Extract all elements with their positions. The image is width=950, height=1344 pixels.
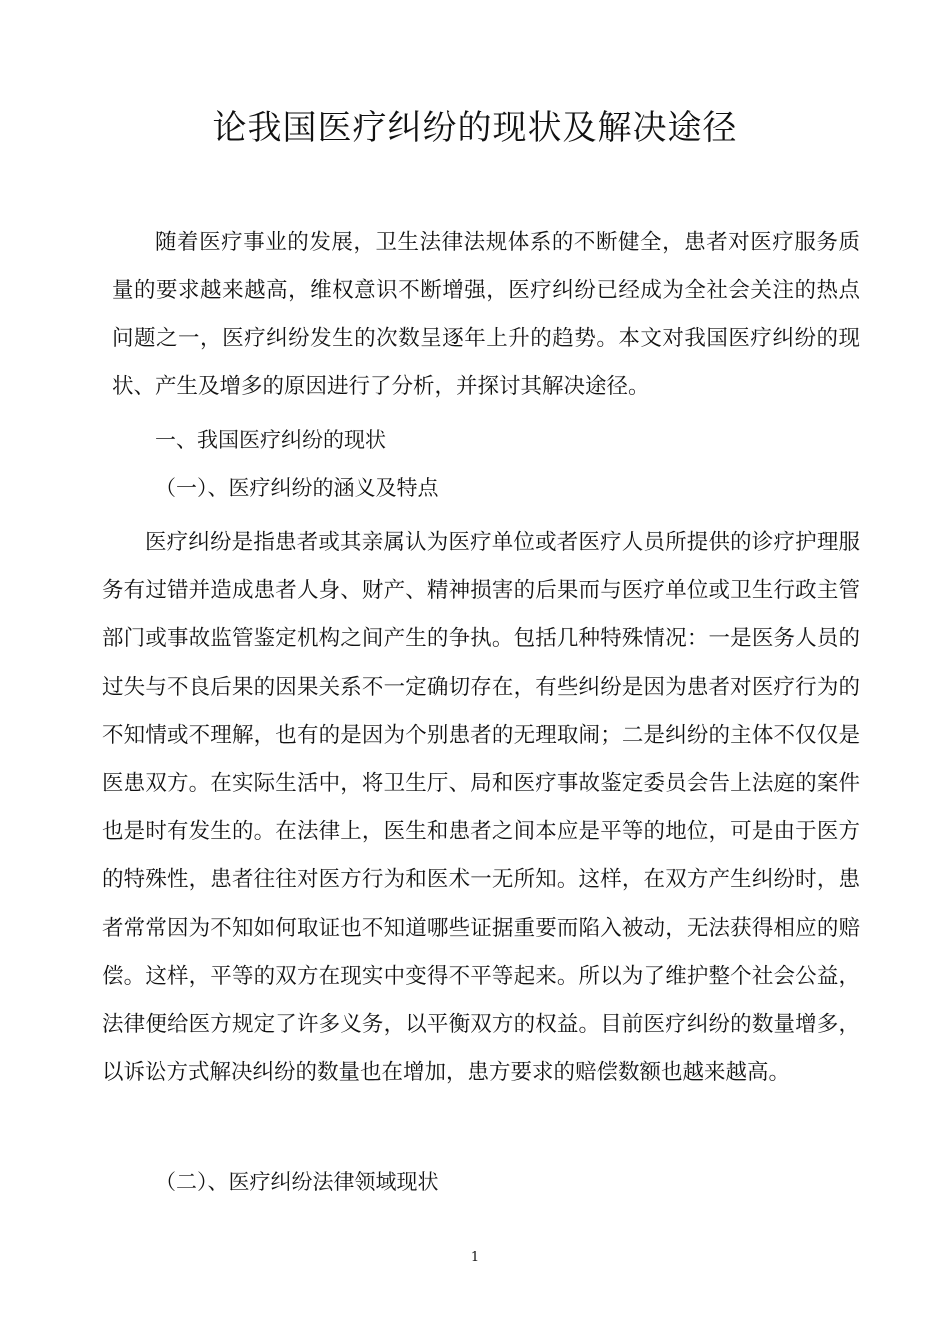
body-paragraph: 医疗纠纷是指患者或其亲属认为医疗单位或者医疗人员所提供的诊疗护理服务有过错并造成患者人身、财产、精神损害的后果而与医疗单位或卫生行政主管部门或事故监管鉴定机构之间产生的争执。包括几种特殊情况：一是医务人员的过失与不良后果的因果关系不一定确切存在，有些纠纷是因为患者对医疗行为的不知情或不理解，也有的是因为个别患者的无理取闹；二是纠纷的主体不仅仅是医患双方。在实际生活中，将卫生厅、局和医疗事故鉴定委员会告上法庭的案件也是时有发生的。在法律上，医生和患者之间本应是平等的地位，可是由于医方的特殊性，患者往往对医方行为和医术一无所知。这样，在双方产生纠纷时，患者常常因为不知如何取证也不知道哪些证据重要而陷入被动，无法获得相应的赔偿。这样，平等的双方在现实中变得不平等起来。所以为了维护整个社会公益，法律便给医方规定了许多义务，以平衡双方的权益。目前医疗纠纷的数量增多，以诉讼方式解决纠纷的数量也在增加，患方要求的赔偿数额也越来越高。 [102, 530, 860, 1086]
document-title: 论我国医疗纠纷的现状及解决途径 [212, 108, 738, 148]
page-number: 1 [470, 1250, 480, 1265]
subsection-heading: （一）、医疗纠纷的涵义及特点 [155, 476, 439, 500]
intro-paragraph: 随着医疗事业的发展，卫生法律法规体系的不断健全，患者对医疗服务质量的要求越来越高，维权意识不断增强，医疗纠纷已经成为全社会关注的热点问题之一，医疗纠纷发生的次数呈逐年上升的趋势。本文对我国医疗纠纷的现状、产生及增多的原因进行了分析，并探讨其解决途径。 [112, 230, 860, 399]
section-heading: 一、我国医疗纠纷的现状 [155, 428, 386, 452]
subsection-heading: （二）、医疗纠纷法律领域现状 [155, 1170, 439, 1194]
